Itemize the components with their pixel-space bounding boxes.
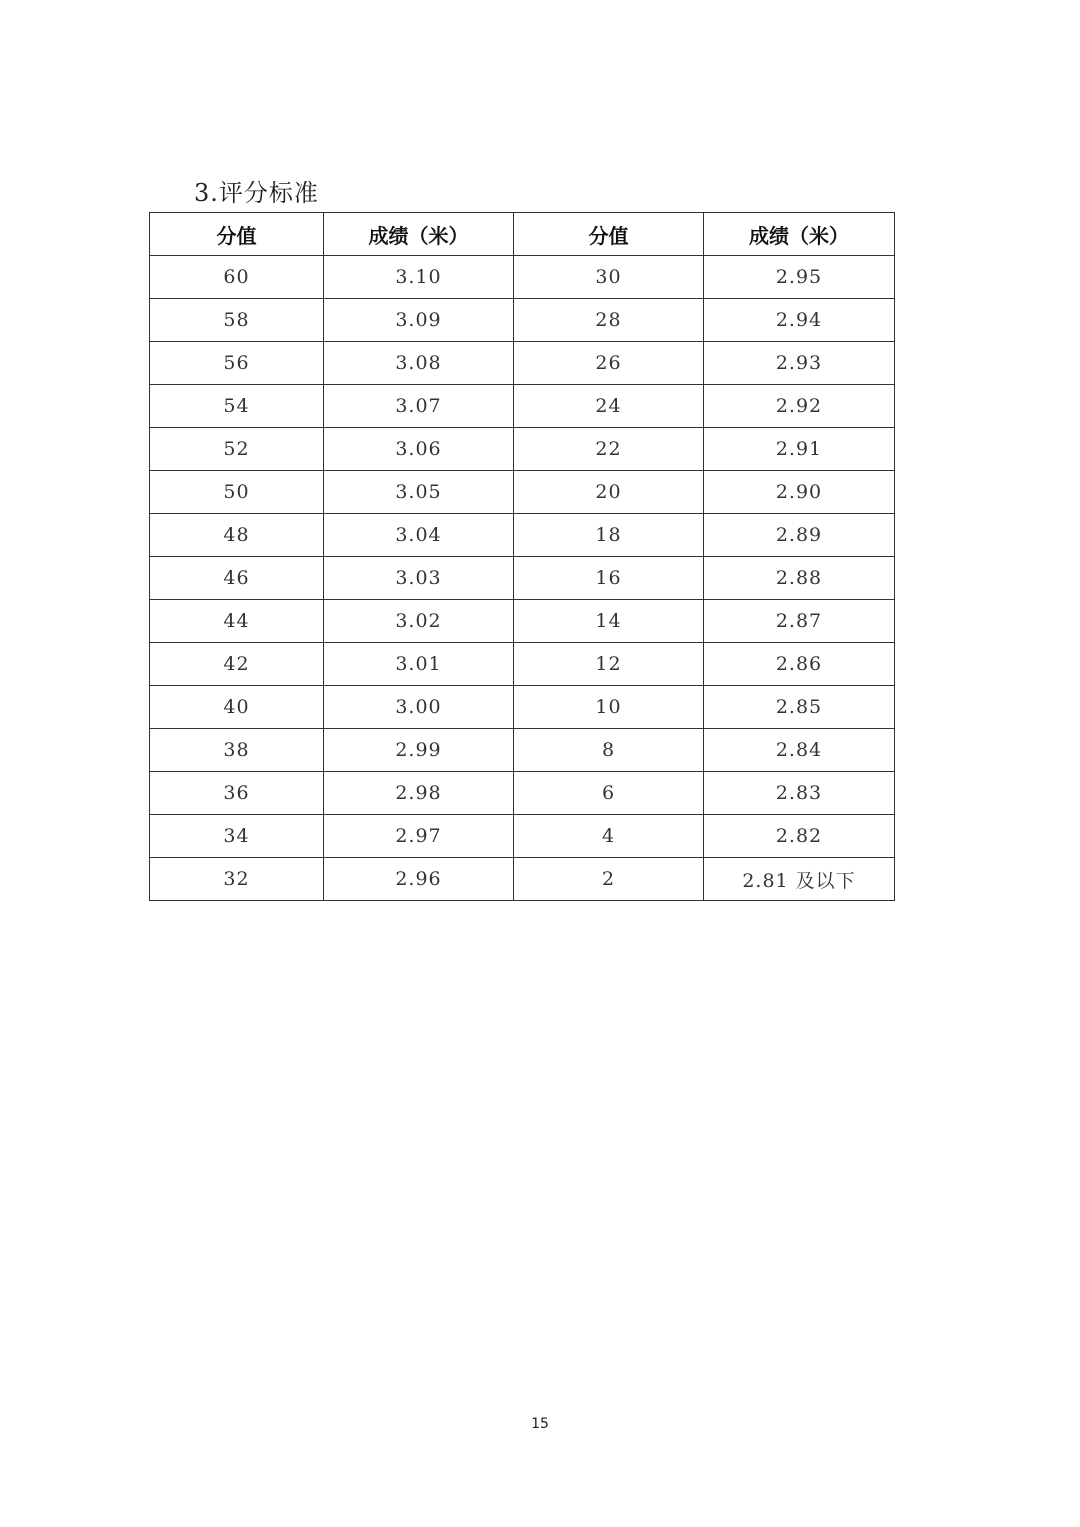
cell-score: 24 — [514, 385, 704, 428]
cell-result: 3.03 — [324, 557, 514, 600]
header-result-meters: 成绩（米） — [324, 213, 514, 256]
table-header-row — [150, 213, 895, 256]
cell-score: 40 — [150, 686, 324, 729]
cell-result: 3.09 — [324, 299, 514, 342]
cell-score: 52 — [150, 428, 324, 471]
table-row — [150, 686, 895, 729]
cell-result: 3.02 — [324, 600, 514, 643]
cell-result: 2.87 — [704, 600, 895, 643]
cell-score: 36 — [150, 772, 324, 815]
cell-result: 2.85 — [704, 686, 895, 729]
cell-score: 20 — [514, 471, 704, 514]
cell-result: 3.00 — [324, 686, 514, 729]
cell-result: 3.01 — [324, 643, 514, 686]
cell-result: 3.05 — [324, 471, 514, 514]
cell-result: 2.91 — [704, 428, 895, 471]
cell-score: 30 — [514, 256, 704, 299]
cell-result: 3.07 — [324, 385, 514, 428]
table-row — [150, 428, 895, 471]
table-row — [150, 256, 895, 299]
cell-result: 2.97 — [324, 815, 514, 858]
cell-score: 58 — [150, 299, 324, 342]
cell-score: 34 — [150, 815, 324, 858]
cell-score: 16 — [514, 557, 704, 600]
header-score: 分值 — [514, 213, 704, 256]
cell-score: 32 — [150, 858, 324, 901]
cell-result: 2.95 — [704, 256, 895, 299]
cell-result: 3.04 — [324, 514, 514, 557]
cell-result: 2.82 — [704, 815, 895, 858]
cell-score: 22 — [514, 428, 704, 471]
section-heading: 3.评分标准 — [194, 179, 319, 207]
cell-score: 10 — [514, 686, 704, 729]
cell-score: 48 — [150, 514, 324, 557]
page-number: 15 — [531, 1416, 549, 1432]
scoring-table — [149, 212, 895, 901]
cell-score: 18 — [514, 514, 704, 557]
cell-result: 2.81 及以下 — [704, 858, 895, 901]
cell-score: 44 — [150, 600, 324, 643]
cell-result: 2.89 — [704, 514, 895, 557]
header-result-meters: 成绩（米） — [704, 213, 895, 256]
table-row — [150, 342, 895, 385]
cell-score: 56 — [150, 342, 324, 385]
cell-result: 2.90 — [704, 471, 895, 514]
cell-result: 3.10 — [324, 256, 514, 299]
table-row — [150, 858, 895, 901]
table-row — [150, 815, 895, 858]
cell-result: 3.06 — [324, 428, 514, 471]
cell-result: 2.92 — [704, 385, 895, 428]
table-row — [150, 471, 895, 514]
cell-score: 12 — [514, 643, 704, 686]
cell-result: 2.96 — [324, 858, 514, 901]
cell-result: 2.88 — [704, 557, 895, 600]
table-row — [150, 514, 895, 557]
cell-score: 26 — [514, 342, 704, 385]
cell-score: 6 — [514, 772, 704, 815]
table-row — [150, 299, 895, 342]
cell-result: 2.84 — [704, 729, 895, 772]
cell-score: 2 — [514, 858, 704, 901]
cell-result: 2.98 — [324, 772, 514, 815]
cell-score: 4 — [514, 815, 704, 858]
cell-score: 60 — [150, 256, 324, 299]
cell-result: 2.83 — [704, 772, 895, 815]
table-row — [150, 385, 895, 428]
cell-result: 2.93 — [704, 342, 895, 385]
cell-score: 54 — [150, 385, 324, 428]
cell-result: 2.86 — [704, 643, 895, 686]
cell-result: 2.99 — [324, 729, 514, 772]
table-row — [150, 557, 895, 600]
table-row — [150, 600, 895, 643]
table-row — [150, 729, 895, 772]
cell-score: 46 — [150, 557, 324, 600]
cell-result: 3.08 — [324, 342, 514, 385]
cell-score: 14 — [514, 600, 704, 643]
cell-score: 50 — [150, 471, 324, 514]
table-body — [150, 256, 895, 901]
cell-score: 42 — [150, 643, 324, 686]
table-row — [150, 643, 895, 686]
cell-score: 8 — [514, 729, 704, 772]
cell-result: 2.94 — [704, 299, 895, 342]
header-score: 分值 — [150, 213, 324, 256]
table-row — [150, 772, 895, 815]
cell-score: 38 — [150, 729, 324, 772]
cell-score: 28 — [514, 299, 704, 342]
